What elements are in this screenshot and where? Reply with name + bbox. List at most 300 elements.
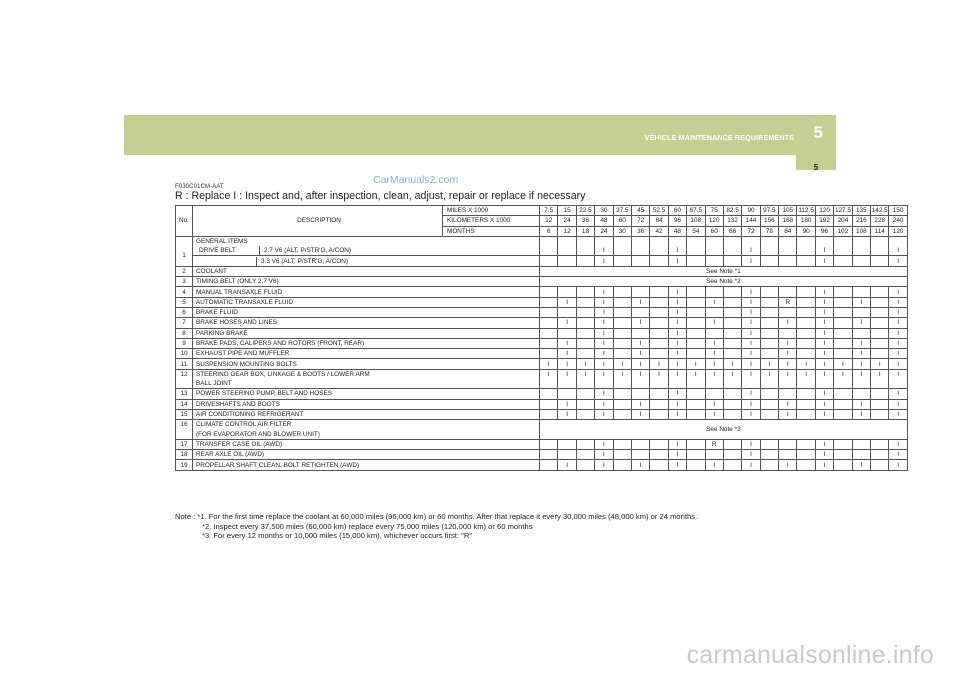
interval-cell: I [595,389,613,399]
interval-cell [779,236,797,246]
row-description: EXHAUST PIPE AND MUFFLER [193,349,540,359]
interval-cell [760,389,778,399]
interval-cell [852,328,870,338]
interval-cell: I [668,287,686,297]
interval-cell [834,246,852,256]
interval-cell [631,307,649,317]
interval-cell [797,246,815,256]
interval-cell: I [815,409,833,419]
interval-cell [540,349,558,359]
table-row [176,328,908,338]
interval-cell: 84 [779,226,797,236]
interval-cell [723,439,741,449]
interval-cell: I [576,359,594,369]
table-row [176,277,908,287]
interval-cell: I [889,307,907,317]
interval-cell: I [558,318,576,328]
interval-cell [687,450,705,460]
interval-cell: I [779,460,797,470]
interval-cell [834,460,852,470]
interval-cell [540,409,558,419]
interval-cell [723,450,741,460]
interval-cell [760,256,778,266]
row-number: 4 [176,287,193,297]
interval-cell: I [815,246,833,256]
interval-cell: I [723,369,741,379]
interval-cell: I [705,399,723,409]
interval-cell [723,256,741,266]
interval-cell: 127.5 [834,207,851,215]
interval-cell [650,450,668,460]
interval-cell: 132 [723,216,741,226]
interval-cell [558,236,576,246]
interval-cell: I [668,359,686,369]
interval-cell [576,399,594,409]
interval-cell: 102 [834,226,852,236]
interval-cell [650,246,668,256]
row-number [176,430,193,440]
interval-cell [852,450,870,460]
no-header: No. [176,206,193,237]
interval-cell: 6 [540,226,558,236]
interval-cell [797,318,815,328]
page-number: 5 [813,163,819,172]
interval-cell: R [705,439,723,449]
interval-cell: 120 [815,206,833,216]
interval-cell [558,389,576,399]
row-number: 3 [176,277,193,287]
chapter-number: 5 [813,123,823,142]
general-items-label: GENERAL ITEMS [193,236,540,246]
table-row [176,359,908,369]
row-description: PROPELLAR SHAFT CLEAN, BOLT RETIGHTEN (AWD) [193,460,540,470]
interval-cell [613,379,631,389]
table-row [176,287,908,297]
row-number: 13 [176,389,193,399]
interval-cell: I [668,439,686,449]
interval-cell [834,236,852,246]
interval-cell [558,328,576,338]
interval-cell [760,338,778,348]
interval-cell: I [779,349,797,359]
interval-cell [723,409,741,419]
interval-cell [576,236,594,246]
interval-cell [834,287,852,297]
interval-cell: 120 [705,216,723,226]
interval-cell: I [558,359,576,369]
interval-cell: I [595,318,613,328]
interval-cell [650,236,668,246]
interval-cell [613,328,631,338]
legend-text: R : Replace I : Inspect and, after inspection, clean, adjust, repair or replace if necessary [175,190,586,202]
interval-cell: I [595,450,613,460]
interval-cell [631,287,649,297]
general-items-row [176,236,908,246]
interval-cell [595,236,613,246]
doc-code: F030C01CM-AAT [175,183,224,190]
interval-cell [760,409,778,419]
interval-cell [687,256,705,266]
interval-cell [705,256,723,266]
interval-cell: 120 [889,226,907,236]
interval-cell: I [705,460,723,470]
interval-cell: I [558,349,576,359]
interval-cell: I [742,450,760,460]
interval-cell [723,297,741,307]
interval-cell [834,307,852,317]
interval-cell [613,409,631,419]
interval-cell [631,328,649,338]
interval-cell [650,328,668,338]
interval-cell [650,460,668,470]
interval-cell [631,389,649,399]
interval-cell: I [889,409,907,419]
interval-cell: I [668,256,686,266]
interval-cell: 22.5 [576,206,594,216]
interval-cell: I [705,318,723,328]
km-label: KILOMETERS X 1000 [443,216,540,226]
table-row [176,439,908,449]
interval-cell: I [558,369,576,379]
interval-cell: 66 [723,226,741,236]
row-description: BRAKE HOSES AND LINES [193,318,540,328]
interval-cell: 150 [889,206,907,216]
note-3: *3. For every 12 months or 10,000 miles (15,000 km), whichever occurs first: "R" [202,531,473,541]
interval-cell [631,450,649,460]
interval-cell: 240 [889,216,907,226]
interval-cell: I [540,369,558,379]
interval-cell [871,399,889,409]
interval-cell [705,287,723,297]
interval-cell: 142.5 [871,207,888,215]
interval-cell [852,246,870,256]
interval-cell [540,246,558,256]
interval-cell [650,389,668,399]
interval-cell [613,297,631,307]
interval-cell [558,450,576,460]
interval-cell: I [815,328,833,338]
interval-cell [834,439,852,449]
interval-cell: I [815,338,833,348]
interval-cell [650,399,668,409]
interval-cell: 30 [613,226,631,236]
interval-cell [760,399,778,409]
interval-cell [613,256,631,266]
drive-belt-sub-27: 2.7 V6 (ALT, P/STR'G, A/CON) [264,247,352,255]
interval-cell [723,389,741,399]
interval-cell [760,318,778,328]
interval-cell: I [889,246,907,256]
interval-cell: I [595,399,613,409]
row-description: CLIMATE CONTROL AIR FILTER [193,420,540,430]
interval-cell: I [889,338,907,348]
interval-cell [613,399,631,409]
table-row [176,349,908,359]
interval-cell [852,389,870,399]
interval-cell [540,287,558,297]
interval-cell: I [889,349,907,359]
interval-cell [723,318,741,328]
interval-cell [834,399,852,409]
interval-cell [815,379,833,389]
interval-cell [779,379,797,389]
interval-cell [871,328,889,338]
interval-cell [576,389,594,399]
interval-cell [613,318,631,328]
interval-cell [540,318,558,328]
interval-cell: 90 [797,226,815,236]
table-row [176,318,908,328]
interval-cell [687,409,705,419]
months-label: MONTHS [443,226,540,236]
interval-cell [871,450,889,460]
interval-cell: 24 [558,216,576,226]
interval-cell [540,450,558,460]
interval-cell [650,318,668,328]
interval-cell: I [779,338,797,348]
interval-cell [834,338,852,348]
interval-cell: I [889,297,907,307]
notes-block [175,512,697,541]
interval-cell: I [595,307,613,317]
interval-cell: I [742,328,760,338]
interval-cell: I [631,338,649,348]
interval-cell [650,338,668,348]
table-row [176,338,908,348]
interval-cell: 30 [595,206,613,216]
interval-cell: 144 [742,216,760,226]
interval-cell: I [852,318,870,328]
interval-cell: I [595,369,613,379]
interval-cell: 60 [668,206,686,216]
row-number: 17 [176,439,193,449]
interval-cell [723,349,741,359]
interval-cell: I [889,359,907,369]
steering-row [176,369,908,379]
interval-cell [576,246,594,256]
interval-cell: 84 [650,216,668,226]
interval-cell: I [631,369,649,379]
interval-cell [687,460,705,470]
interval-cell [723,399,741,409]
interval-cell: I [815,297,833,307]
interval-cell [779,287,797,297]
interval-cell: 114 [871,226,889,236]
interval-cell [723,246,741,256]
interval-cell [687,328,705,338]
interval-cell: 96 [668,216,686,226]
row-description-cont: BALL JOINT [193,379,540,389]
interval-cell [650,379,668,389]
interval-cell [834,318,852,328]
interval-cell: I [815,389,833,399]
interval-cell [613,287,631,297]
interval-cell [650,256,668,266]
interval-cell [576,409,594,419]
interval-cell: I [668,369,686,379]
interval-cell [650,439,668,449]
interval-cell: 168 [779,216,797,226]
interval-cell [797,256,815,266]
interval-cell: 37.5 [613,206,631,216]
interval-cell: 24 [595,226,613,236]
interval-cell [687,338,705,348]
interval-cell: I [631,318,649,328]
site-watermark[interactable]: CarManuals2.com [373,174,459,186]
interval-cell [576,256,594,266]
interval-cell [576,307,594,317]
interval-cell: I [852,409,870,419]
interval-cell [797,338,815,348]
interval-cell: I [742,256,760,266]
interval-cell [760,450,778,460]
interval-cell [797,399,815,409]
row-description: POWER STEERING PUMP, BELT AND HOSES [193,389,540,399]
interval-cell [834,328,852,338]
row-description: AIR CONDITIONING REFRIGERANT [193,409,540,419]
interval-cell [779,246,797,256]
interval-cell: 108 [687,216,705,226]
interval-cell: 60 [613,216,631,226]
interval-cell: I [742,307,760,317]
interval-cell: I [889,439,907,449]
interval-cell [742,236,760,246]
interval-cell: 72 [631,216,649,226]
interval-cell: I [871,369,889,379]
interval-cell: I [852,399,870,409]
row-description: AUTOMATIC TRANSAXLE FLUID [193,297,540,307]
interval-cell [705,379,723,389]
interval-cell: I [742,399,760,409]
footer-watermark[interactable]: carmanualsonline.info [686,641,934,669]
interval-cell: I [668,328,686,338]
interval-cell [871,409,889,419]
interval-cell [723,460,741,470]
drive-belt-row-2 [176,256,908,266]
interval-cell: I [631,349,649,359]
interval-cell [871,297,889,307]
interval-cell: I [742,389,760,399]
interval-cell: I [760,369,778,379]
interval-cell [558,379,576,389]
interval-cell [540,338,558,348]
interval-cell [760,379,778,389]
interval-cell [576,338,594,348]
interval-cell: I [852,369,870,379]
row-number: 12 [176,369,193,379]
row-description: BRAKE FLUID [193,307,540,317]
interval-cell: I [668,349,686,359]
interval-cell: I [852,297,870,307]
interval-cell: I [834,369,852,379]
interval-cell: I [613,369,631,379]
interval-cell: I [834,359,852,369]
interval-cell: I [631,297,649,307]
interval-cell: 75 [705,206,723,216]
interval-cell [797,379,815,389]
interval-cell: I [595,287,613,297]
interval-cell: I [742,297,760,307]
interval-cell: I [889,369,907,379]
drive-belt-sub-33: 3.3 V6 (ALT, P/STR'G, A/CON) [261,257,349,265]
interval-cell: I [797,369,815,379]
row-number: 6 [176,307,193,317]
interval-cell: I [595,246,613,256]
interval-cell: 67.5 [687,206,705,216]
table-row [176,389,908,399]
interval-cell: I [668,389,686,399]
table-row [176,307,908,317]
interval-cell: 48 [595,216,613,226]
interval-cell [871,256,889,266]
interval-cell: R [779,297,797,307]
interval-cell [723,307,741,317]
interval-cell [631,236,649,246]
interval-cell [852,307,870,317]
interval-cell [540,236,558,246]
interval-cell: I [723,359,741,369]
row-description: BRAKE PADS, CALIPERS AND ROTORS (FRONT, REAR) [193,338,540,348]
interval-cell: I [558,399,576,409]
interval-cell [668,379,686,389]
table-row [176,399,908,409]
interval-cell: 54 [687,226,705,236]
interval-cell [797,349,815,359]
interval-cell: I [650,359,668,369]
interval-cell: I [815,256,833,266]
interval-cell: 72 [742,226,760,236]
interval-cell: 204 [834,216,852,226]
interval-cell [760,307,778,317]
interval-cell: I [558,338,576,348]
interval-cell [852,256,870,266]
interval-cell [540,328,558,338]
interval-cell: I [779,359,797,369]
see-note: See Note *1 [540,266,908,276]
interval-cell: I [815,450,833,460]
interval-cell [779,328,797,338]
row-description: COOLANT [193,266,540,276]
interval-cell [742,379,760,389]
interval-cell: I [742,409,760,419]
interval-cell: 216 [852,216,870,226]
row-description: SUSPENSION MOUNTING BOLTS [193,359,540,369]
interval-cell: 180 [797,216,815,226]
interval-cell [779,439,797,449]
interval-cell [613,389,631,399]
interval-cell: I [668,297,686,307]
interval-cell: I [889,389,907,399]
interval-cell: I [815,359,833,369]
interval-cell [705,307,723,317]
interval-cell: I [742,359,760,369]
interval-cell [834,297,852,307]
interval-cell: I [871,359,889,369]
interval-cell [687,379,705,389]
interval-cell [558,246,576,256]
interval-cell [540,460,558,470]
interval-cell [760,236,778,246]
interval-cell [576,349,594,359]
interval-cell: I [631,409,649,419]
interval-cell [540,297,558,307]
interval-cell [613,439,631,449]
interval-cell [797,439,815,449]
interval-cell [815,236,833,246]
interval-cell: 45 [631,206,649,216]
interval-cell [834,389,852,399]
row-number: 10 [176,349,193,359]
